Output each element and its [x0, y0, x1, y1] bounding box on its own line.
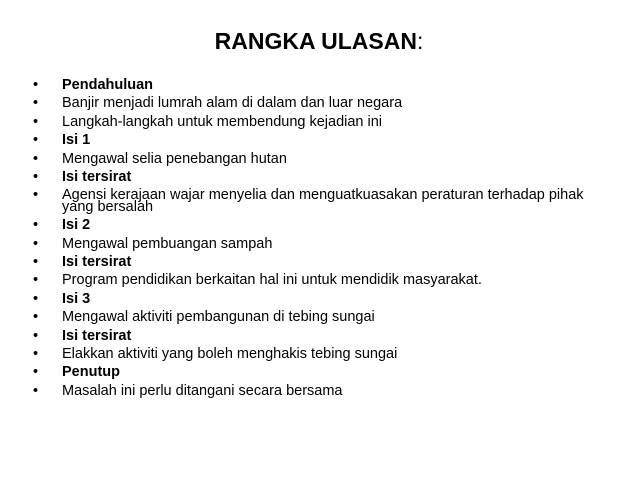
- slide-title: [0, 27, 638, 55]
- bullet-icon: •: [33, 382, 39, 399]
- list-item-text: Mengawal pembuangan sampah: [62, 235, 273, 252]
- list-item-text: Mengawal aktiviti pembangunan di tebing sungai: [62, 309, 375, 326]
- bullet-icon: •: [33, 150, 39, 167]
- bullet-icon: •: [33, 327, 39, 344]
- list-item: [30, 255, 590, 271]
- list-item-text: Isi tersirat: [62, 254, 132, 271]
- bullet-icon: •: [33, 345, 39, 362]
- list-item: [30, 347, 590, 363]
- list-item-text: Isi 1: [62, 132, 91, 149]
- slide-title-colon: :: [416, 28, 424, 54]
- list-item: [30, 310, 590, 326]
- slide-title-text: RANGKA ULASAN: [214, 28, 417, 54]
- bullet-icon: •: [33, 77, 39, 93]
- list-item-text: Isi 3: [62, 290, 91, 307]
- list-item: [30, 188, 590, 215]
- list-item: [30, 133, 590, 149]
- list-item: [30, 152, 590, 168]
- list-item-text: Langkah-langkah untuk membendung kejadian ini: [62, 113, 383, 130]
- list-item-text: Isi tersirat: [62, 327, 132, 344]
- list-item: [30, 96, 590, 112]
- list-item: [30, 237, 590, 253]
- bullet-icon: •: [33, 235, 39, 252]
- list-item-text: Banjir menjadi lumrah alam di dalam dan luar negara: [62, 95, 403, 112]
- list-item-text: Mengawal selia penebangan hutan: [62, 150, 287, 167]
- bullet-icon: •: [33, 168, 39, 185]
- bullet-icon: •: [33, 254, 39, 271]
- bullet-icon: •: [33, 132, 39, 149]
- list-item-text: Program pendidikan berkaitan hal ini untuk mendidik masyarakat.: [62, 272, 482, 289]
- bullet-icon: •: [33, 272, 39, 289]
- list-item: [30, 365, 590, 381]
- list-item: [30, 78, 590, 94]
- list-item: [30, 292, 590, 308]
- list-item-text: Penutup: [62, 364, 120, 381]
- list-item-text: Isi 2: [62, 217, 91, 234]
- list-item-text: Agensi kerajaan wajar menyelia dan menguatkuasakan peraturan terhadap pihak yang bersalah: [62, 187, 584, 216]
- bullet-icon: •: [33, 290, 39, 307]
- outline-list: [30, 78, 590, 402]
- bullet-icon: •: [33, 364, 39, 381]
- list-item: [30, 170, 590, 186]
- list-item: [30, 115, 590, 131]
- bullet-icon: •: [33, 309, 39, 326]
- list-item-text: Isi tersirat: [62, 168, 132, 185]
- list-item-text: Masalah ini perlu ditangani secara bersama: [62, 382, 343, 399]
- bullet-icon: •: [33, 113, 39, 130]
- list-item: [30, 218, 590, 234]
- bullet-icon: •: [33, 95, 39, 112]
- list-item: [30, 384, 590, 400]
- list-item: [30, 273, 590, 289]
- bullet-icon: •: [33, 187, 39, 204]
- list-item: [30, 329, 590, 345]
- list-item-text: Elakkan aktiviti yang boleh menghakis tebing sungai: [62, 345, 398, 362]
- list-item-text: Pendahuluan: [62, 77, 154, 93]
- bullet-icon: •: [33, 217, 39, 234]
